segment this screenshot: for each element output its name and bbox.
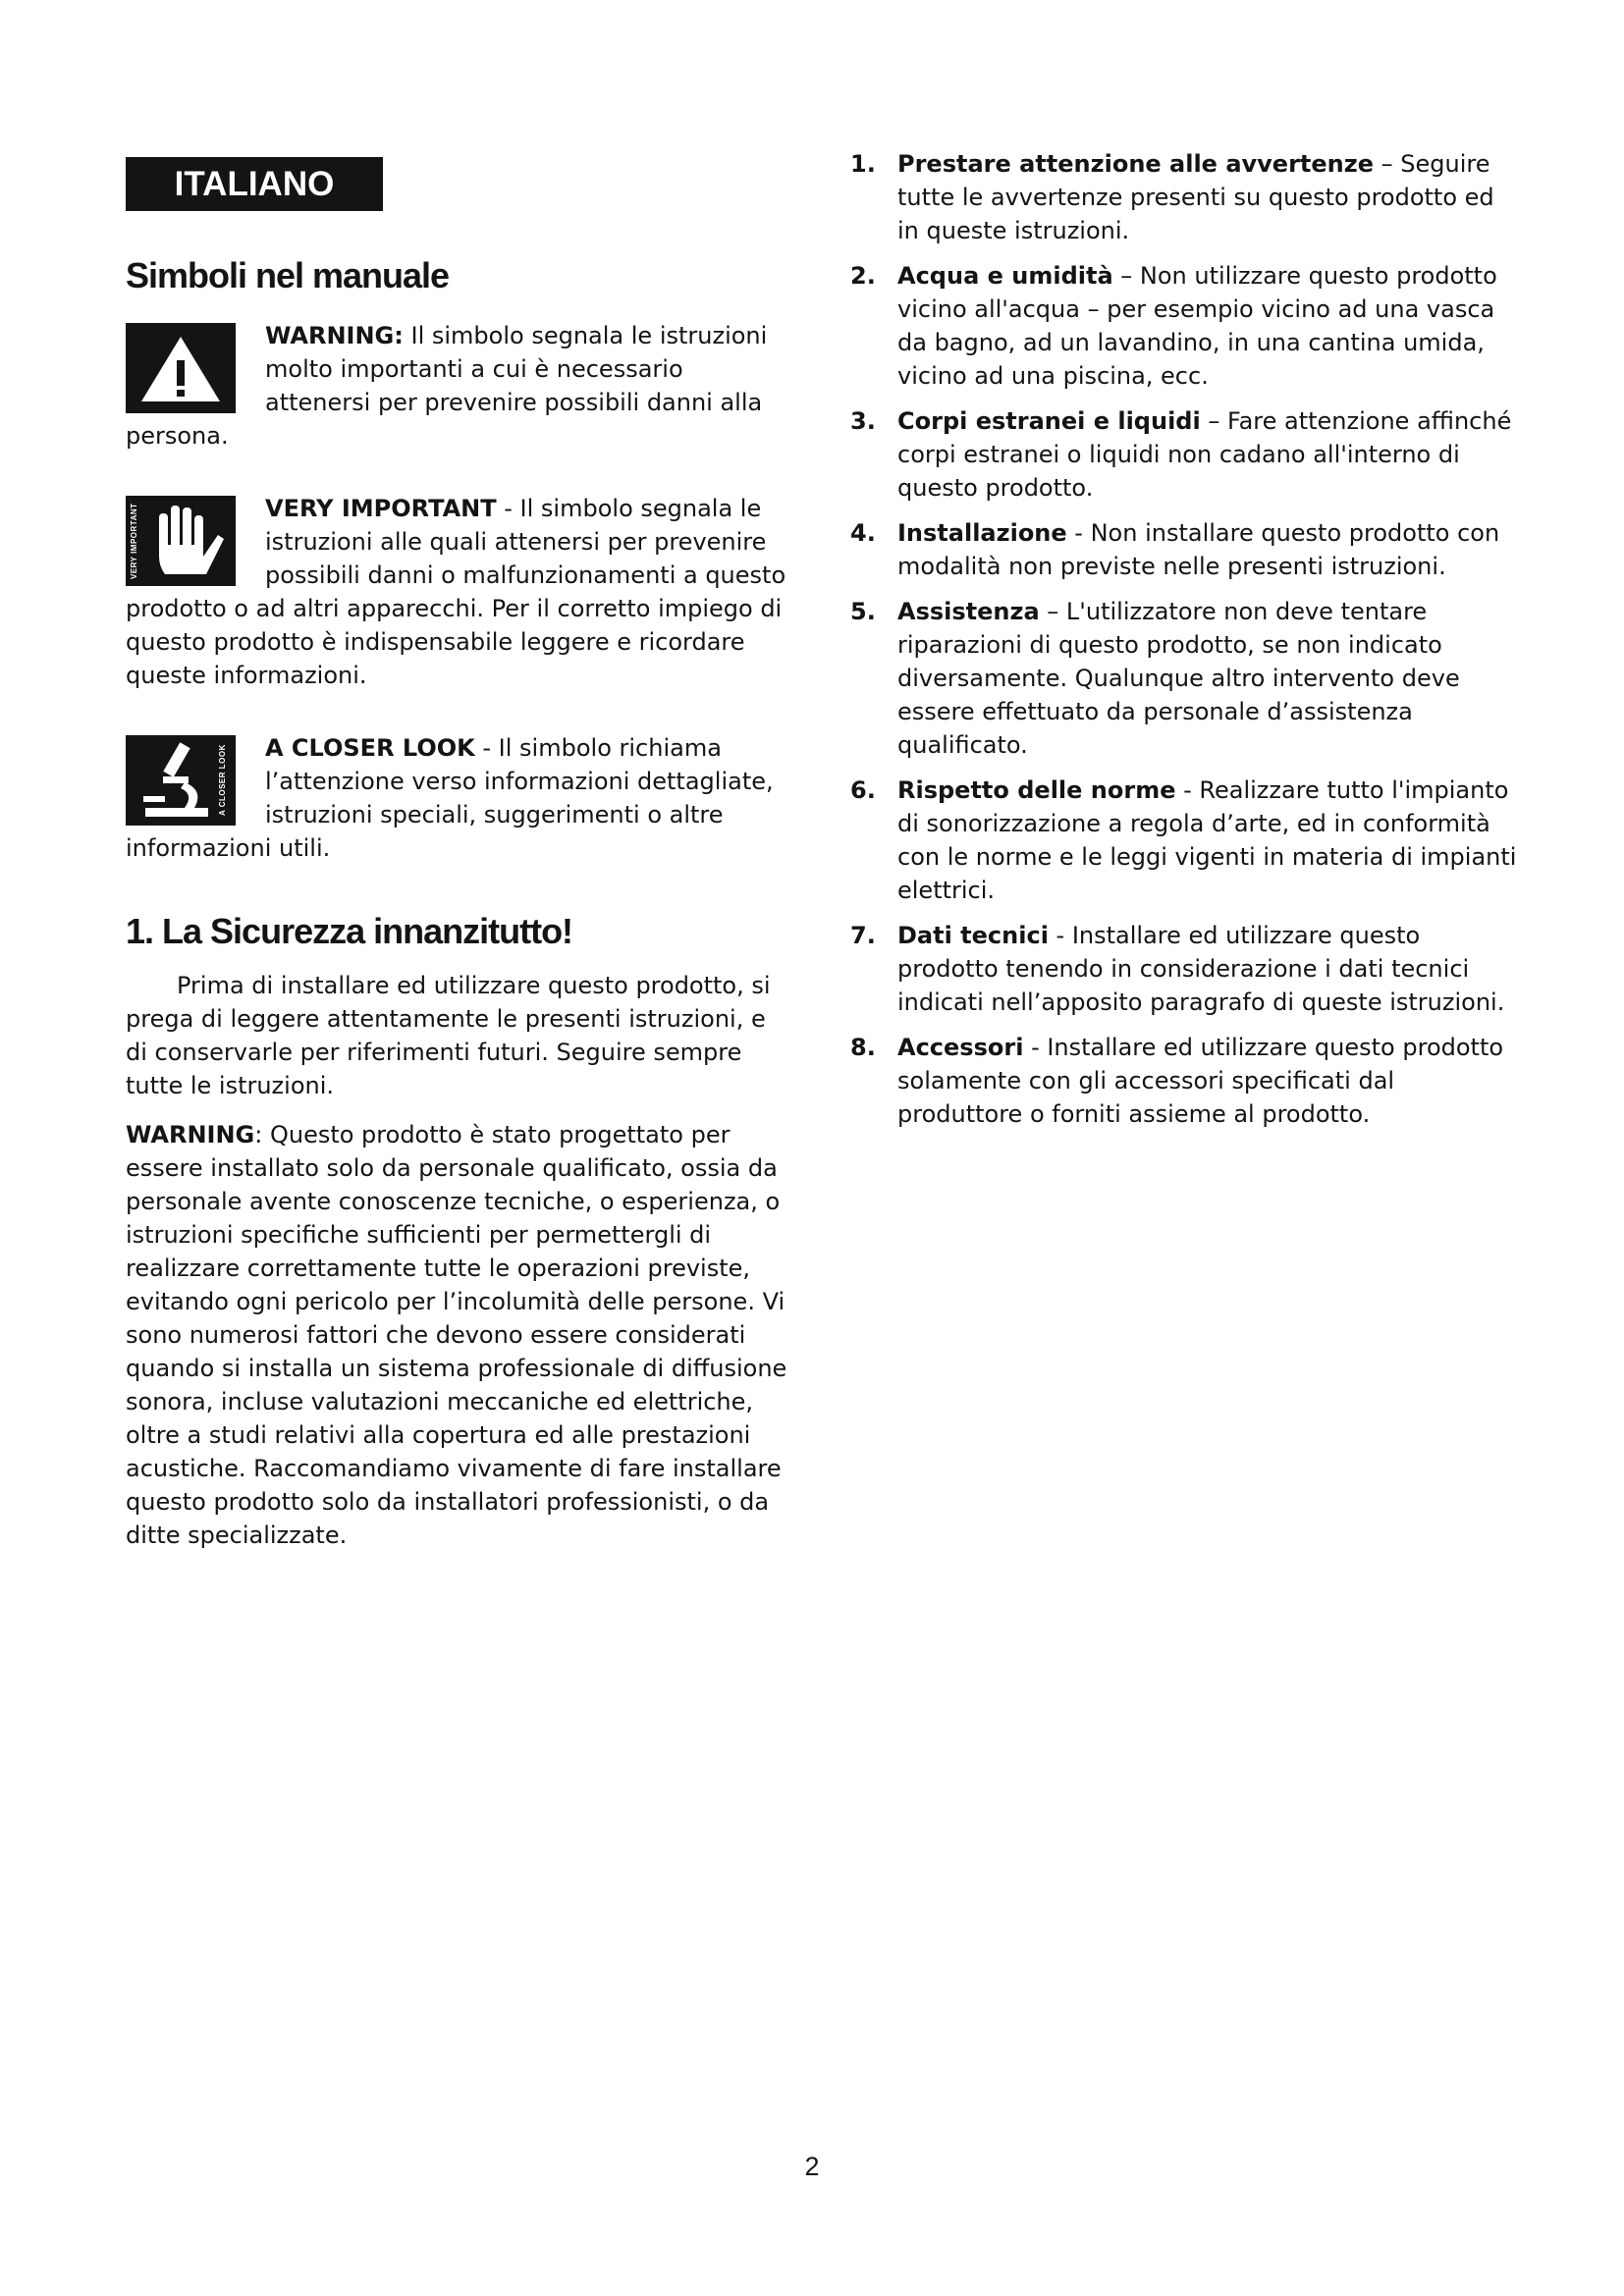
left-column [126,147,789,1552]
closer-look-label: A CLOSER LOOK [265,734,475,762]
list-item-title: Accessori [897,1034,1024,1061]
closer-look-description: - Il simbolo richiama l’attenzione verso informazioni dettagliate, istruzioni speciali, suggerimenti o altre informazioni utili. [126,734,774,862]
list-item-text: - Installare ed utilizzare questo prodotto tenendo in considerazione i dati tecnici indicati nell’apposito paragrafo di queste istruzioni. [897,922,1505,1016]
right-column [842,147,1520,1143]
list-item [842,147,1520,247]
list-item-number: 6. [850,776,876,804]
list-item-text: - Non installare questo prodotto con modalità non previste nelle presenti istruzioni. [897,519,1500,580]
list-item-title: Prestare attenzione alle avvertenze [897,150,1374,178]
list-item-text: - Realizzare tutto l'impianto di sonorizzazione a regola d’arte, ed in conformità con le norme e le leggi vigenti in materia di impianti elettrici. [897,776,1517,904]
list-item [842,516,1520,583]
list-item-text: – Seguire tutte le avvertenze presenti su questo prodotto ed in queste istruzioni. [897,150,1494,244]
list-item-text: – L'utilizzatore non deve tentare riparazioni di questo prodotto, se non indicato diversamente. Qualunque altro intervento deve essere effettuato da personale d’assistenza qualificato. [897,598,1460,759]
list-item-text: – Fare attenzione affinché corpi estranei o liquidi non cadano all'interno di questo prodotto. [897,407,1512,502]
warning-description: Il simbolo segnala le istruzioni molto importanti a cui è necessario attenersi per prevenire possibili danni alla persona. [126,322,768,450]
list-item [842,404,1520,505]
list-item-number: 8. [850,1034,876,1061]
closer-look-icon-label: A CLOSER LOOK [218,744,227,817]
list-item-number: 2. [850,262,876,290]
list-item-number: 5. [850,598,876,625]
list-item [842,919,1520,1019]
list-item-number: 4. [850,519,876,547]
safety-heading: 1. La Sicurezza innanzitutto! [126,911,573,951]
language-tag: ITALIANO [126,157,383,211]
warning-symbol-block [126,319,789,453]
list-item-title: Assistenza [897,598,1040,625]
safety-warning-text: : Questo prodotto è stato progettato per essere installato solo da personale qualificato, ossia da personale avente conoscenze tecniche, o esperienza, o istruzioni specifiche sufficienti per permettergli di realizzare correttamente tutte le operazioni previste, evitando ogni pericolo per l’incolumità delle persone. Vi sono numerosi fattori che devono essere considerati quando si installa un sistema professionale di diffusione sonora, incluse valutazioni meccaniche ed elettriche, oltre a studi relativi alla copertura ed alle prestazioni acustiche. Raccomandiamo vivamente di fare installare questo prodotto solo da installatori professionisti, o da ditte specializzate. [126,1121,787,1549]
list-item-title: Installazione [897,519,1067,547]
hand-stop-icon [126,496,236,586]
microscope-icon [126,735,236,826]
list-item-title: Rispetto delle norme [897,776,1176,804]
list-item-title: Acqua e umidità [897,262,1113,290]
very-important-symbol-block [126,492,789,692]
page-number: 2 [804,2152,820,2181]
symbols-heading: Simboli nel manuale [126,255,450,295]
safety-rules-list [842,147,1520,1131]
very-important-icon-label: VERY IMPORTANT [130,503,138,579]
very-important-description: - Il simbolo segnala le istruzioni alle quali attenersi per prevenire possibili danni o malfunzionamenti a questo prodotto o ad altri apparecchi. Per il corretto impiego di questo prodotto è indispensabile leggere e ricordare queste informazioni. [126,495,786,689]
list-item [842,1031,1520,1131]
safety-warning-paragraph [126,1118,789,1552]
list-item-title: Dati tecnici [897,922,1049,949]
list-item-text: - Installare ed utilizzare questo prodotto solamente con gli accessori specificati dal produttore o forniti assieme al prodotto. [897,1034,1504,1128]
list-item [842,774,1520,907]
list-item-title: Corpi estranei e liquidi [897,407,1201,435]
safety-warning-label: WARNING [126,1121,255,1148]
list-item-text: – Non utilizzare questo prodotto vicino all'acqua – per esempio vicino ad una vasca da bagno, ad un lavandino, in una cantina umida, vicino ad una piscina, ecc. [897,262,1497,390]
list-item-number: 1. [850,150,876,178]
list-item-number: 7. [850,922,876,949]
warning-triangle-icon [126,323,236,413]
list-item [842,259,1520,393]
very-important-label: VERY IMPORTANT [265,495,497,522]
warning-label: WARNING: [265,322,404,349]
list-item-number: 3. [850,407,876,435]
list-item [842,595,1520,762]
safety-intro: Prima di installare ed utilizzare questo prodotto, si prega di leggere attentamente le presenti istruzioni, e di conservarle per riferimenti futuri. Seguire sempre tutte le istruzioni. [126,972,771,1099]
closer-look-symbol-block [126,731,789,865]
